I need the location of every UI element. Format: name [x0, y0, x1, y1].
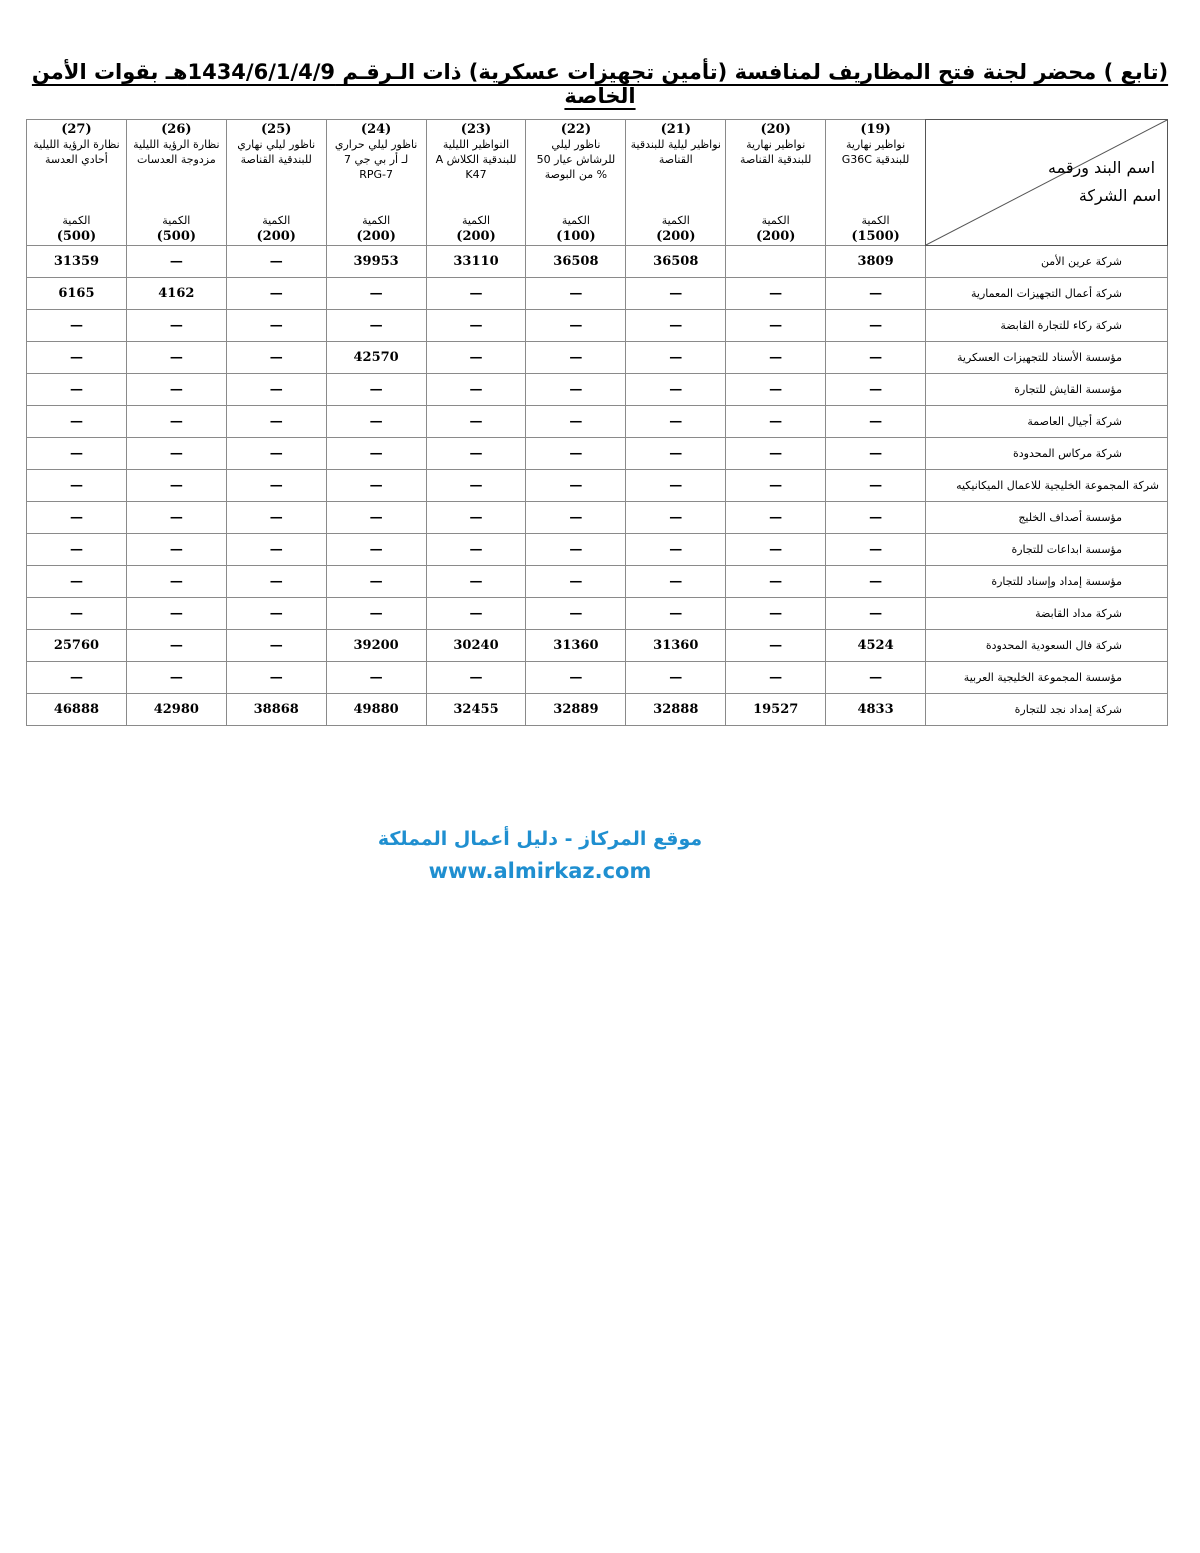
quantity-label: الكمية: [362, 214, 391, 227]
bid-value-cell: —: [126, 406, 226, 438]
bid-value-cell: —: [226, 470, 326, 502]
table-body: [27, 246, 1168, 726]
table-row: [27, 278, 1168, 310]
bid-value-cell: —: [426, 406, 526, 438]
bid-value-cell: —: [626, 438, 726, 470]
column-item-name: نظارة الرؤية الليلية أحادي العدسة: [33, 138, 120, 166]
bid-value-cell: —: [326, 662, 426, 694]
bid-value-cell: 31360: [526, 630, 626, 662]
column-header: [326, 120, 426, 246]
bid-value-cell: —: [226, 310, 326, 342]
column-number: (27): [61, 122, 92, 137]
bid-value-cell: —: [226, 438, 326, 470]
column-item-name: نواظير نهارية للبندقية القناصة: [740, 138, 812, 166]
bid-value-cell: —: [126, 566, 226, 598]
bid-value-cell: —: [27, 566, 127, 598]
bid-value-cell: —: [826, 278, 926, 310]
bid-value-cell: —: [226, 278, 326, 310]
bid-value-cell: 33110: [426, 246, 526, 278]
table-row: [27, 470, 1168, 502]
bid-value-cell: —: [326, 310, 426, 342]
bid-value-cell: —: [126, 246, 226, 278]
bid-value-cell: —: [226, 598, 326, 630]
bid-value-cell: —: [226, 534, 326, 566]
bid-value-cell: —: [826, 566, 926, 598]
column-number: (19): [860, 122, 891, 137]
bid-value-cell: —: [226, 342, 326, 374]
company-label: اسم الشركة: [1078, 186, 1162, 205]
bid-value-cell: 19527: [726, 694, 826, 726]
company-name-cell: شركة المجموعة الخليجية للاعمال الميكانيكيه: [926, 470, 1168, 502]
table-row: [27, 662, 1168, 694]
bid-value-cell: —: [27, 406, 127, 438]
bid-value-cell: —: [826, 502, 926, 534]
bid-value-cell: —: [726, 630, 826, 662]
company-name-cell: شركة أعمال التجهيزات المعمارية: [926, 278, 1168, 310]
table-row: [27, 374, 1168, 406]
company-name-cell: مؤسسة ابداعات للتجارة: [926, 534, 1168, 566]
bid-value-cell: —: [826, 470, 926, 502]
corner-header-cell: [926, 120, 1168, 246]
bid-value-cell: 32888: [626, 694, 726, 726]
bid-value-cell: —: [27, 534, 127, 566]
bid-value-cell: —: [126, 534, 226, 566]
table-row: [27, 566, 1168, 598]
bid-value-cell: —: [526, 374, 626, 406]
column-item-name: ناظور ليلي للرشاش عيار 50 % من البوصة: [536, 138, 616, 181]
diagonal-divider: [926, 120, 1167, 245]
column-quantity: (1500): [851, 229, 900, 244]
bid-value-cell: —: [126, 502, 226, 534]
bid-value-cell: —: [326, 598, 426, 630]
bid-value-cell: —: [426, 566, 526, 598]
column-item-name: نواظير ليلية للبندقية القناصة: [630, 138, 721, 166]
bid-value-cell: —: [726, 406, 826, 438]
bid-value-cell: —: [626, 534, 726, 566]
column-header: [226, 120, 326, 246]
column-header: [526, 120, 626, 246]
table-row: [27, 534, 1168, 566]
bid-value-cell: —: [626, 342, 726, 374]
quantity-label: الكمية: [661, 214, 690, 227]
bid-value-cell: —: [526, 534, 626, 566]
bid-value-cell: 32455: [426, 694, 526, 726]
bid-value-cell: —: [126, 342, 226, 374]
bid-value-cell: —: [726, 374, 826, 406]
bid-value-cell: —: [226, 502, 326, 534]
table-header-row: [27, 120, 1168, 246]
bid-value-cell: —: [726, 310, 826, 342]
bid-value-cell: —: [526, 598, 626, 630]
bid-value-cell: —: [526, 438, 626, 470]
bid-value-cell: —: [826, 406, 926, 438]
bid-value-cell: 42980: [126, 694, 226, 726]
bid-value-cell: —: [126, 470, 226, 502]
bid-value-cell: 36508: [626, 246, 726, 278]
quantity-label: الكمية: [62, 214, 91, 227]
bid-value-cell: 25760: [27, 630, 127, 662]
bid-value-cell: —: [27, 310, 127, 342]
quantity-label: الكمية: [561, 214, 590, 227]
company-name-cell: شركة مداد القابضة: [926, 598, 1168, 630]
bid-value-cell: —: [326, 502, 426, 534]
bid-value-cell: —: [226, 566, 326, 598]
bid-value-cell: —: [326, 406, 426, 438]
bid-value-cell: 39200: [326, 630, 426, 662]
bid-value-cell: 30240: [426, 630, 526, 662]
table-row: [27, 246, 1168, 278]
column-quantity: (200): [755, 229, 796, 244]
column-header: [27, 120, 127, 246]
bid-value-cell: —: [27, 342, 127, 374]
quantity-label: الكمية: [461, 214, 491, 227]
company-name-cell: شركة مركاس المحدودة: [926, 438, 1168, 470]
bid-value-cell: [726, 246, 826, 278]
company-name-cell: شركة أجيال العاصمة: [926, 406, 1168, 438]
bid-value-cell: 31359: [27, 246, 127, 278]
bid-value-cell: —: [326, 438, 426, 470]
bid-value-cell: —: [126, 438, 226, 470]
bid-value-cell: —: [426, 534, 526, 566]
column-header: [826, 120, 926, 246]
company-name-cell: شركة عرين الأمن: [926, 246, 1168, 278]
bid-value-cell: —: [27, 438, 127, 470]
column-header: [426, 120, 526, 246]
page-title: (تابع ) محضر لجنة فتح المظاريف لمنافسة (تأمين تجهيزات عسكرية) ذات الـرقـم 1434/6/1/4/9هـ بقوات الأمن الخاصة: [31, 60, 1169, 108]
bid-value-cell: —: [326, 470, 426, 502]
bid-value-cell: —: [226, 630, 326, 662]
column-quantity: (200): [656, 229, 696, 244]
bid-value-cell: —: [426, 374, 526, 406]
bid-value-cell: —: [426, 278, 526, 310]
bid-value-cell: —: [126, 598, 226, 630]
bid-value-cell: —: [826, 662, 926, 694]
table-row: [27, 502, 1168, 534]
bid-value-cell: —: [726, 438, 826, 470]
bid-value-cell: 38868: [226, 694, 326, 726]
bid-value-cell: —: [326, 278, 426, 310]
bid-value-cell: —: [726, 470, 826, 502]
quantity-label: الكمية: [761, 214, 790, 227]
bid-value-cell: —: [726, 534, 826, 566]
bid-value-cell: 36508: [526, 246, 626, 278]
bid-value-cell: —: [326, 374, 426, 406]
column-item-name: نواظير نهارية للبندقية G36C: [841, 138, 910, 166]
column-quantity: (200): [456, 229, 496, 244]
quantity-label: الكمية: [162, 214, 191, 227]
footer-url[interactable]: www.almirkaz.com: [428, 859, 652, 883]
column-quantity: (200): [356, 229, 396, 244]
column-number: (20): [760, 122, 791, 137]
company-name-cell: مؤسسة أصداف الخليج: [926, 502, 1168, 534]
company-name-cell: مؤسسة المجموعة الخليجية العربية: [926, 662, 1168, 694]
item-label: اسم البند ورقمه: [1048, 158, 1156, 177]
column-quantity: (100): [556, 229, 596, 244]
bid-value-cell: 39953: [326, 246, 426, 278]
bid-value-cell: —: [126, 310, 226, 342]
bid-value-cell: —: [726, 342, 826, 374]
bid-value-cell: —: [526, 310, 626, 342]
bid-value-cell: —: [126, 630, 226, 662]
bid-value-cell: —: [526, 566, 626, 598]
bid-value-cell: —: [226, 406, 326, 438]
bid-value-cell: 4833: [826, 694, 926, 726]
bid-value-cell: —: [626, 406, 726, 438]
bid-value-cell: —: [27, 662, 127, 694]
bid-value-cell: —: [526, 278, 626, 310]
column-header: [726, 120, 826, 246]
column-header: [126, 120, 226, 246]
table-row: [27, 438, 1168, 470]
bid-value-cell: 42570: [326, 342, 426, 374]
bid-value-cell: —: [826, 598, 926, 630]
bid-value-cell: —: [426, 502, 526, 534]
column-number: (23): [460, 122, 492, 137]
bid-value-cell: —: [426, 342, 526, 374]
bid-value-cell: —: [826, 438, 926, 470]
company-name-cell: مؤسسة إمداد وإسناد للتجارة: [926, 566, 1168, 598]
bid-value-cell: 6165: [27, 278, 127, 310]
column-number: (25): [261, 122, 292, 137]
bid-value-cell: —: [27, 470, 127, 502]
bid-value-cell: —: [826, 534, 926, 566]
bid-value-cell: —: [126, 662, 226, 694]
bid-value-cell: —: [726, 598, 826, 630]
bid-value-cell: —: [626, 278, 726, 310]
bid-value-cell: —: [726, 278, 826, 310]
company-name-cell: مؤسسة الأسناد للتجهيزات العسكرية: [926, 342, 1168, 374]
bid-value-cell: —: [126, 374, 226, 406]
column-item-name: ناظور ليلي حراري لـ أر بي جي 7 RPG-7: [334, 138, 418, 181]
bid-value-cell: —: [226, 246, 326, 278]
bid-value-cell: —: [27, 502, 127, 534]
bid-value-cell: 49880: [326, 694, 426, 726]
bid-value-cell: —: [626, 374, 726, 406]
bid-value-cell: —: [27, 598, 127, 630]
table-row: [27, 310, 1168, 342]
column-number: (26): [161, 122, 192, 137]
bid-value-cell: —: [626, 470, 726, 502]
column-header: [626, 120, 726, 246]
bid-value-cell: —: [726, 662, 826, 694]
column-quantity: (200): [256, 229, 296, 244]
bid-value-cell: —: [426, 438, 526, 470]
bid-value-cell: —: [326, 566, 426, 598]
bid-value-cell: —: [27, 374, 127, 406]
column-item-name: نظارة الرؤية الليلية مزدوجة العدسات: [133, 138, 220, 166]
column-number: (22): [560, 122, 592, 137]
company-name-cell: شركة ركاء للتجارة القابضة: [926, 310, 1168, 342]
footer-site-name: موقع المركاز - دليل أعمال المملكة: [377, 828, 703, 850]
bid-value-cell: —: [726, 502, 826, 534]
bid-value-cell: —: [426, 310, 526, 342]
bid-value-cell: 3809: [826, 246, 926, 278]
bid-value-cell: —: [526, 342, 626, 374]
bid-value-cell: —: [826, 310, 926, 342]
column-number: (21): [660, 122, 691, 137]
bid-value-cell: —: [226, 374, 326, 406]
bid-value-cell: 31360: [626, 630, 726, 662]
table-row: [27, 630, 1168, 662]
bid-value-cell: 46888: [27, 694, 127, 726]
bid-value-cell: —: [626, 662, 726, 694]
bid-value-cell: —: [426, 662, 526, 694]
bid-value-cell: —: [826, 342, 926, 374]
bid-value-cell: —: [226, 662, 326, 694]
company-name-cell: شركة فال السعودية المحدودة: [926, 630, 1168, 662]
bid-value-cell: 4162: [126, 278, 226, 310]
bid-value-cell: —: [826, 374, 926, 406]
bid-value-cell: 32889: [526, 694, 626, 726]
bid-value-cell: —: [426, 470, 526, 502]
bid-value-cell: —: [626, 502, 726, 534]
bid-value-cell: —: [526, 406, 626, 438]
table-row: [27, 406, 1168, 438]
bid-value-cell: —: [526, 470, 626, 502]
bid-value-cell: —: [726, 566, 826, 598]
quantity-label: الكمية: [861, 214, 890, 227]
table-row: [27, 598, 1168, 630]
column-quantity: (500): [156, 229, 197, 244]
column-item-name: ناظور ليلي نهاري للبندقية القناصة: [237, 138, 316, 166]
column-number: (24): [360, 122, 392, 137]
bid-value-cell: —: [526, 662, 626, 694]
bid-value-cell: —: [426, 598, 526, 630]
bid-value-cell: 4524: [826, 630, 926, 662]
column-item-name: النواظير الليلية للبندقية الكلاش A K47: [435, 138, 517, 181]
bid-value-cell: —: [626, 310, 726, 342]
bids-table: [26, 119, 1168, 726]
bid-value-cell: —: [526, 502, 626, 534]
company-name-cell: شركة إمداد نجد للتجارة: [926, 694, 1168, 726]
bid-value-cell: —: [626, 566, 726, 598]
column-quantity: (500): [56, 229, 97, 244]
company-name-cell: مؤسسة القايش للتجارة: [926, 374, 1168, 406]
bid-value-cell: —: [326, 534, 426, 566]
table-row: [27, 342, 1168, 374]
bid-value-cell: —: [626, 598, 726, 630]
quantity-label: الكمية: [262, 214, 291, 227]
table-row: [27, 694, 1168, 726]
